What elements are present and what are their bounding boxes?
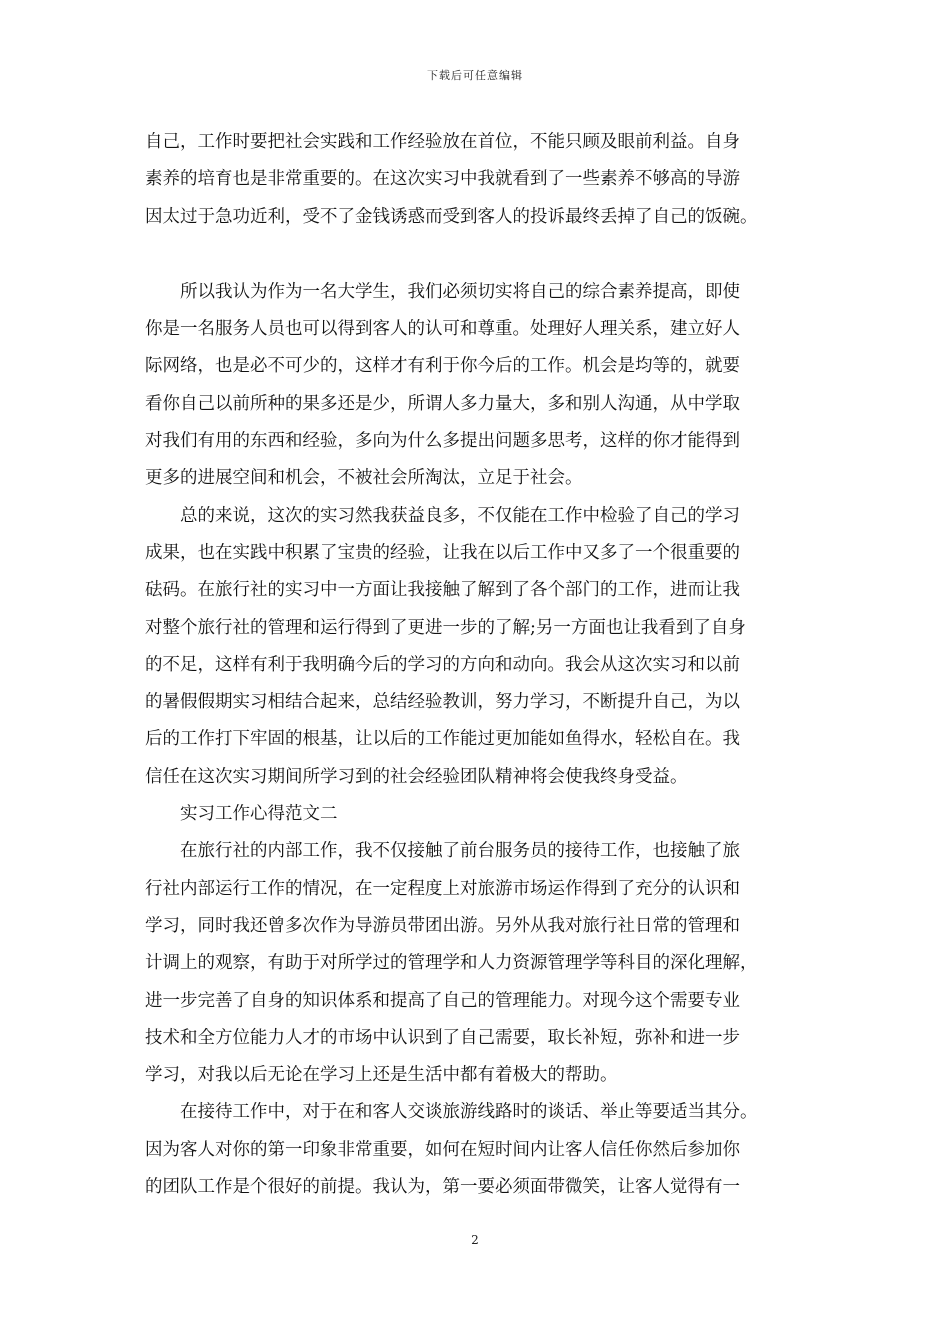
text-line: 的不足，这样有利于我明确今后的学习的方向和动向。我会从这次实习和以前: [145, 654, 740, 675]
text-line: 进一步完善了自身的知识体系和提高了自己的管理能力。对现今这个需要专业: [145, 990, 740, 1011]
text-line: 学习，对我以后无论在学习上还是生活中都有着极大的帮助。: [145, 1065, 618, 1086]
text-line: 所以我认为作为一名大学生，我们必须切实将自己的综合素养提高，即使: [145, 281, 740, 302]
page-number: 2: [471, 1233, 479, 1247]
text-line: 看你自己以前所种的果多还是少，所谓人多力量大，多和别人沟通，从中学取: [145, 393, 740, 414]
text-line: 对我们有用的东西和经验，多向为什么多提出问题多思考，这样的你才能得到: [145, 431, 740, 452]
text-line: 的团队工作是个很好的前提。我认为，第一要必须面带微笑，让客人觉得有一: [145, 1177, 740, 1198]
text-line: 更多的进展空间和机会，不被社会所淘汰，立足于社会。: [145, 468, 583, 489]
text-line: 对整个旅行社的管理和运行得到了更进一步的了解;另一方面也让我看到了自身: [145, 617, 746, 638]
text-line: 后的工作打下牢固的根基，让以后的工作能过更加能如鱼得水，轻松自在。我: [145, 729, 740, 750]
text-line: 行社内部运行工作的情况，在一定程度上对旅游市场运作得到了充分的认识和: [145, 878, 740, 899]
text-line: 总的来说，这次的实习然我获益良多，不仅能在工作中检验了自己的学习: [145, 505, 740, 526]
text-line: 因为客人对你的第一印象非常重要，如何在短时间内让客人信任你然后参加你: [145, 1139, 740, 1160]
section-heading: 实习工作心得范文二: [145, 804, 338, 825]
text-line: 素养的培育也是非常重要的。在这次实习中我就看到了一些素养不够高的导游: [145, 169, 740, 190]
text-line: 砝码。在旅行社的实习中一方面让我接触了解到了各个部门的工作，进而让我: [145, 580, 740, 601]
text-line: 学习，同时我还曾多次作为导游员带团出游。另外从我对旅行社日常的管理和: [145, 915, 740, 936]
text-line: 计调上的观察，有助于对所学过的管理学和人力资源管理学等科目的深化理解，: [145, 953, 758, 974]
text-line: 你是一名服务人员也可以得到客人的认可和尊重。处理好人理关系，建立好人: [145, 319, 740, 340]
page-header: 下载后可任意编辑: [427, 69, 523, 82]
text-line: 技术和全方位能力人才的市场中认识到了自己需要，取长补短，弥补和进一步: [145, 1027, 740, 1048]
text-line: 因太过于急功近利，受不了金钱诱惑而受到客人的投诉最终丢掉了自己的饭碗。: [145, 206, 758, 227]
blank-line: [145, 236, 810, 274]
text-line: 信任在这次实习期间所学习到的社会经验团队精神将会使我终身受益。: [145, 766, 688, 787]
text-line: 在旅行社的内部工作，我不仅接触了前台服务员的接待工作，也接触了旅: [145, 841, 740, 862]
document-body: [145, 124, 810, 1206]
text-line: 的暑假假期实习相结合起来，总结经验教训，努力学习，不断提升自己，为以: [145, 692, 740, 713]
text-line: 成果，也在实践中积累了宝贵的经验，让我在以后工作中又多了一个很重要的: [145, 542, 740, 563]
text-line: 际网络，也是必不可少的，这样才有利于你今后的工作。机会是均等的，就要: [145, 356, 740, 377]
text-line: 在接待工作中，对于在和客人交谈旅游线路时的谈话、举止等要适当其分。: [145, 1102, 758, 1123]
text-line: 自己，工作时要把社会实践和工作经验放在首位，不能只顾及眼前利益。自身: [145, 132, 740, 152]
